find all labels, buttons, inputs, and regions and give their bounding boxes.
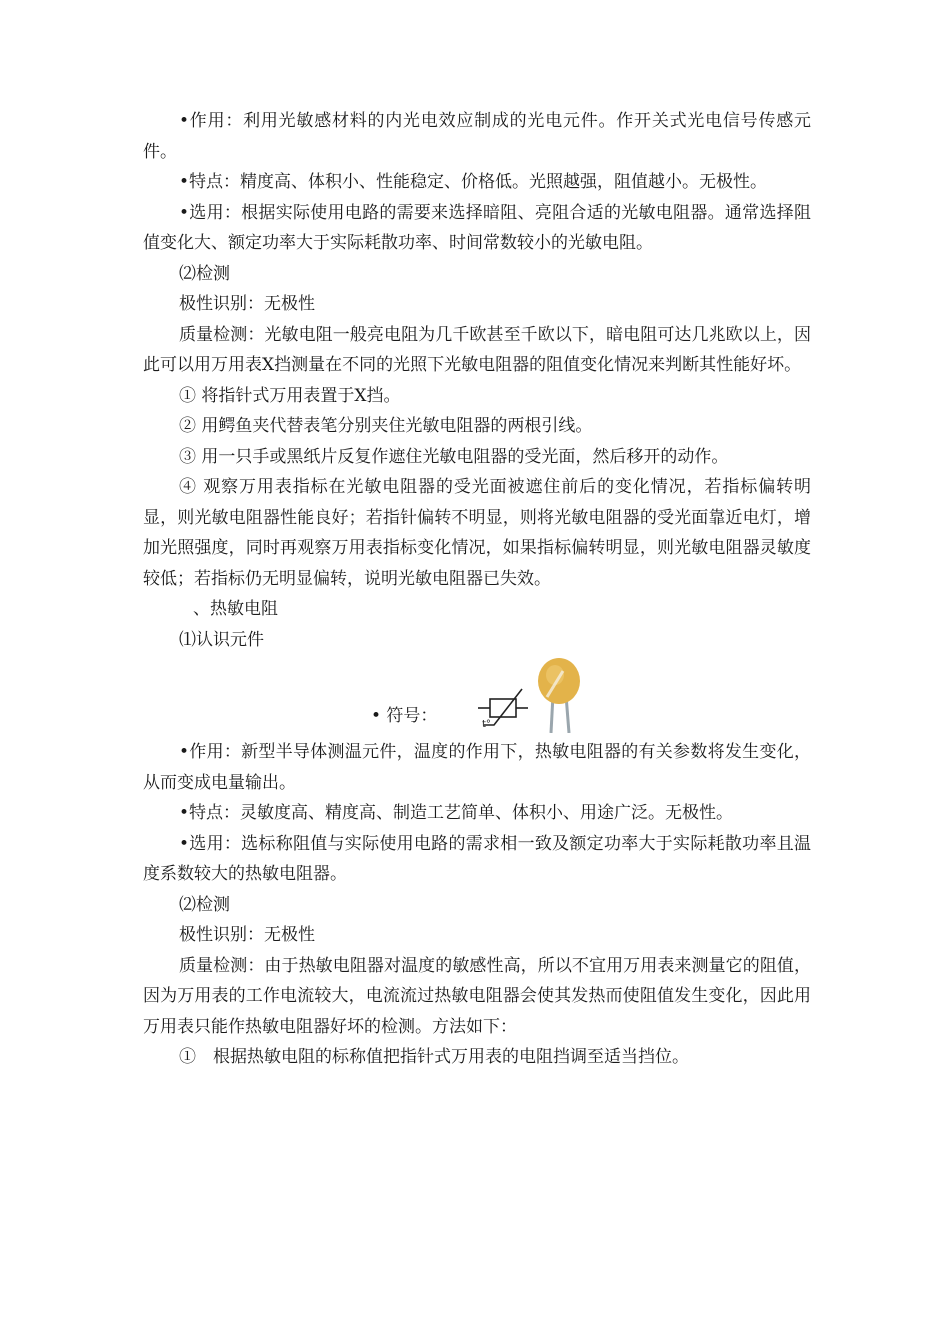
paragraph-thermistor-selection: •选用：选标称阻值与实际使用电路的需求相一致及额定功率大于实际耗散功率且温度系数较大的热敏电阻器。 bbox=[143, 833, 811, 884]
paragraph-photoresistor-function: •作用：利用光敏感材料的内光电效应制成的光电元件。作开关式光电信号传感元件。 bbox=[143, 111, 811, 162]
thermistor-photo-icon bbox=[537, 657, 583, 733]
heading-detection-1: ⑵检测 bbox=[179, 263, 230, 284]
step-thermistor-1: ① 根据热敏电阻的标称值把指针式万用表的电阻挡调至适当挡位。 bbox=[179, 1047, 689, 1067]
paragraph-quality-check-2: 质量检测：由于热敏电阻器对温度的敏感性高，所以不宜用万用表来测量它的阻值，因为万用表的工作电流较大，电流流过热敏电阻器会使其发热而使阻值发生变化，因此用万用表只能作热敏电阻器好坏的检测。方法如下： bbox=[143, 955, 811, 1037]
paragraph-photoresistor-features: •特点：精度高、体积小、性能稳定、价格低。光照越强，阻值越小。无极性。 bbox=[179, 172, 768, 192]
paragraph-thermistor-function: •作用：新型半导体测温元件，温度的作用下，热敏电阻器的有关参数将发生变化，从而变成电量输出。 bbox=[143, 742, 811, 793]
heading-thermistor: 、热敏电阻 bbox=[193, 599, 278, 619]
paragraph-polarity-1: 极性识别：无极性 bbox=[179, 294, 315, 314]
paragraph-polarity-2: 极性识别：无极性 bbox=[179, 925, 315, 945]
thermistor-symbol-icon bbox=[478, 685, 534, 731]
step-1: ① 将指针式万用表置于X挡。 bbox=[179, 385, 401, 406]
step-2: ② 用鳄鱼夹代替表笔分别夹住光敏电阻器的两根引线。 bbox=[179, 416, 593, 436]
heading-identify-component: ⑴认识元件 bbox=[179, 629, 264, 650]
document-page bbox=[143, 106, 811, 1073]
paragraph-quality-check-1: 质量检测：光敏电阻一般亮电阻为几千欧甚至千欧以下，暗电阻可达几兆欧以上，因此可以用万用表X挡测量在不同的光照下光敏电阻器的阻值变化情况来判断其性能好坏。 bbox=[143, 324, 811, 375]
heading-detection-2: ⑵检测 bbox=[179, 894, 230, 915]
symbol-label: • 符号： bbox=[371, 706, 438, 726]
paragraph-thermistor-features: •特点：灵敏度高、精度高、制造工艺简单、体积小、用途广泛。无极性。 bbox=[179, 803, 734, 823]
paragraph-photoresistor-selection: •选用：根据实际使用电路的需要来选择暗阻、亮阻合适的光敏电阻器。通常选择阻值变化大、额定功率大于实际耗散功率、时间常数较小的光敏电阻。 bbox=[143, 202, 811, 253]
step-4: ④ 观察万用表指标在光敏电阻器的受光面被遮住前后的变化情况，若指标偏转明显，则光敏电阻器性能良好；若指针偏转不明显，则将光敏电阻器的受光面靠近电灯，增加光照强度，同时再观察万用表指标变化情况，如果指标偏转明显，则光敏电阻器灵敏度较低；若指标仍无明显偏转，说明光敏电阻器已失效。 bbox=[143, 477, 811, 589]
symbol-row bbox=[143, 657, 811, 735]
step-3: ③ 用一只手或黑纸片反复作遮住光敏电阻器的受光面，然后移开的动作。 bbox=[179, 446, 729, 467]
symbol-text: t° bbox=[482, 719, 491, 730]
